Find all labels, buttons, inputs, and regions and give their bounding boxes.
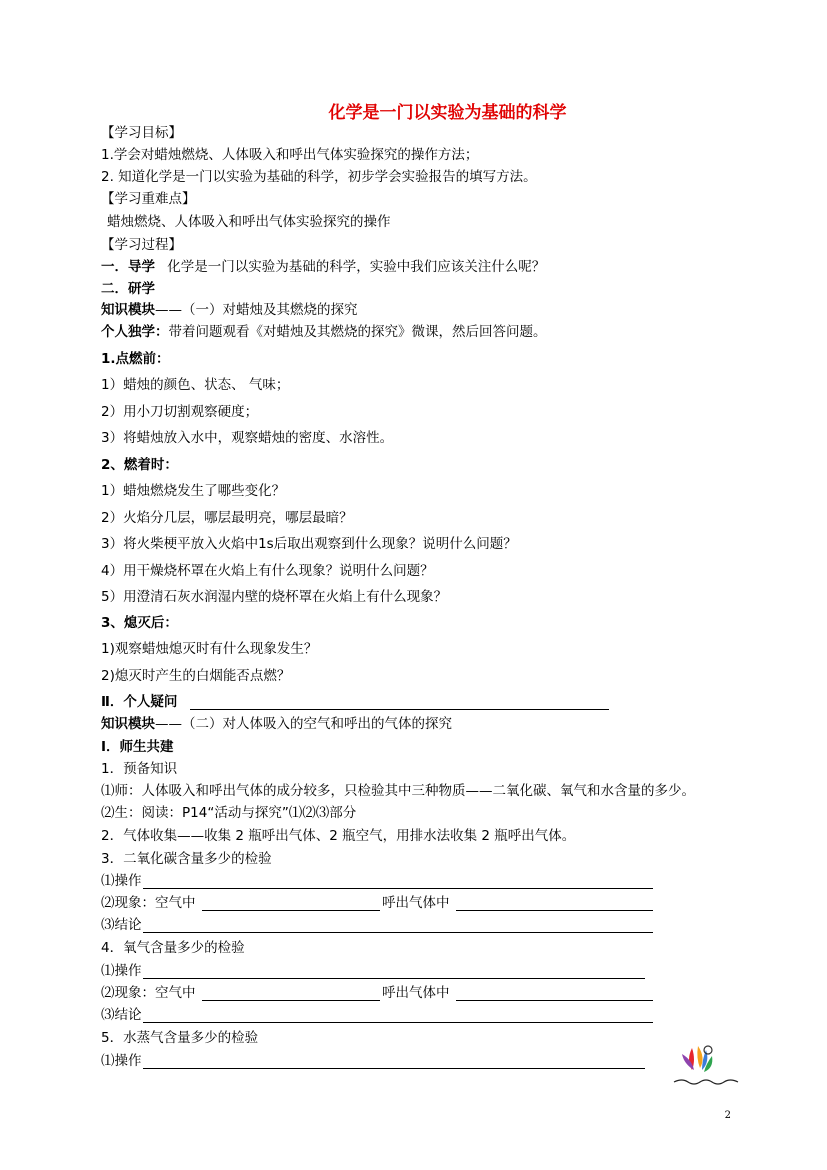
co2-conclusion-blank [143, 932, 653, 933]
section-key: 【学习重难点】 [101, 191, 196, 207]
page-number: 2 [724, 1110, 731, 1121]
h2o-operation-label: ⑴操作 [101, 1053, 142, 1069]
prep-1: ⑴师：人体吸入和呼出气体的成分较多，只检验其中三种物质——二氧化碳、氧气和水含量的多少。 [101, 783, 695, 799]
h2o-operation-blank [143, 1068, 645, 1069]
before-label: 1.点燃前： [101, 351, 170, 367]
module-1-label: 知识模块 [101, 302, 155, 318]
o2-conclusion-blank [143, 1022, 653, 1023]
intro-line [101, 258, 545, 276]
co2-operation-blank [143, 888, 653, 889]
study-label: 二．研学 [101, 281, 155, 297]
co-build-label: Ⅰ．师生共建 [101, 739, 174, 755]
prep-label: 1．预备知识 [101, 761, 178, 777]
before-3: 3）将蜡烛放入水中，观察蜡烛的密度、水溶性。 [101, 430, 394, 446]
burning-2: 2）火焰分几层，哪层最明亮，哪层最暗？ [101, 510, 353, 526]
extinguish-1: 1)观察蜡烛熄灭时有什么现象发生？ [101, 641, 318, 657]
module-1-heading [101, 301, 358, 319]
o2-test-label: 4．氧气含量多少的检验 [101, 940, 245, 956]
self-study-label: 个人独学： [101, 324, 169, 340]
intro-label: 一．导学 [101, 259, 155, 275]
burning-5: 5）用澄清石灰水润湿内壁的烧杯罩在火焰上有什么现象？ [101, 589, 448, 605]
o2-air-blank [202, 1000, 380, 1001]
burning-4: 4）用干燥烧杯罩在火焰上有什么现象？说明什么问题？ [101, 563, 434, 579]
extinguish-label: 3、熄灭后： [101, 615, 178, 631]
co2-air-blank [202, 910, 380, 911]
intro-text: 化学是一门以实验为基础的科学，实验中我们应该关注什么呢？ [167, 259, 546, 275]
h2o-test-label: 5．水蒸气含量多少的检验 [101, 1030, 259, 1046]
co2-exhaled-blank [456, 910, 653, 911]
co2-conclusion-label: ⑶结论 [101, 917, 142, 933]
co2-operation-label: ⑴操作 [101, 873, 142, 889]
goal-1: 1.学会对蜡烛燃烧、人体吸入和呼出气体实验探究的操作方法； [101, 147, 479, 163]
o2-exhaled-label: 呼出气体中 [382, 985, 450, 1001]
module-1-text: ——（一）对蜡烛及其燃烧的探究 [155, 302, 358, 318]
burning-1: 1）蜡烛燃烧发生了哪些变化？ [101, 483, 286, 499]
before-2: 2）用小刀切割观察硬度； [101, 404, 259, 420]
section-process: 【学习过程】 [101, 237, 182, 253]
o2-operation-blank [143, 978, 645, 979]
doubt-label: Ⅱ．个人疑问 [101, 694, 178, 710]
module-2-heading [101, 715, 452, 733]
prep-2: ⑵生：阅读：P14“活动与探究”⑴⑵⑶部分 [101, 805, 357, 821]
co2-test-label: 3．二氧化碳含量多少的检验 [101, 851, 272, 867]
extinguish-2: 2)熄灭时产生的白烟能否点燃？ [101, 668, 291, 684]
goal-2: 2. 知道化学是一门以实验为基础的科学，初步学会实验报告的填写方法。 [101, 169, 537, 185]
doubt-blank [190, 709, 609, 710]
school-logo-icon [662, 1040, 752, 1090]
document-title: 化学是一门以实验为基础的科学 [328, 103, 567, 123]
burning-label: 2、燃着时： [101, 457, 178, 473]
module-2-label: 知识模块 [101, 716, 155, 732]
key-1: 蜡烛燃烧、人体吸入和呼出气体实验探究的操作 [107, 214, 391, 230]
module-2-text: ——（二）对人体吸入的空气和呼出的气体的探究 [155, 716, 452, 732]
o2-observation-label: ⑵现象：空气中 [101, 985, 196, 1001]
o2-operation-label: ⑴操作 [101, 963, 142, 979]
burning-3: 3）将火柴梗平放入火焰中1s后取出观察到什么现象？说明什么问题？ [101, 536, 517, 552]
o2-conclusion-label: ⑶结论 [101, 1007, 142, 1023]
gas-collection: 2．气体收集——收集 2 瓶呼出气体、2 瓶空气，用排水法收集 2 瓶呼出气体。 [101, 828, 576, 844]
o2-exhaled-blank [456, 1000, 653, 1001]
co2-observation-label: ⑵现象：空气中 [101, 895, 196, 911]
before-1: 1）蜡烛的颜色、状态、 气味； [101, 377, 290, 393]
self-study-line [101, 323, 547, 341]
co2-exhaled-label: 呼出气体中 [382, 895, 450, 911]
self-study-text: 带着问题观看《对蜡烛及其燃烧的探究》微课，然后回答问题。 [168, 324, 547, 340]
section-goal: 【学习目标】 [101, 125, 182, 141]
